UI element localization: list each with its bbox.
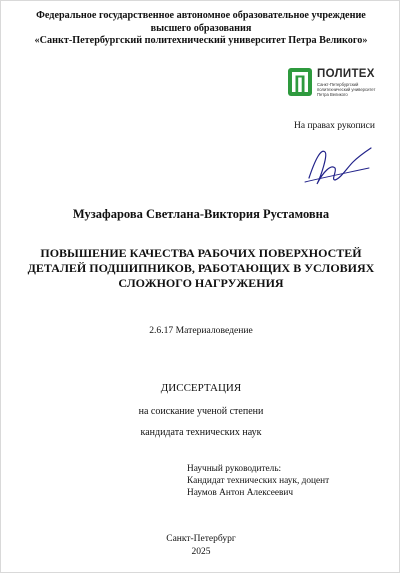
- dissertation-title: [23, 246, 379, 291]
- polytech-logo: [288, 68, 383, 100]
- supervisor-block: [187, 463, 329, 499]
- supervisor-degree: Кандидат технических наук, доцент: [187, 476, 330, 486]
- rights-note: На правах рукописи: [294, 121, 375, 131]
- city: Санкт-Петербург: [166, 534, 236, 544]
- degree-line-1: на соискание ученой степени: [138, 406, 264, 417]
- supervisor-label: Научный руководитель:: [187, 464, 282, 474]
- logo-subtitle: [317, 82, 387, 97]
- logo-name: ПОЛИТЕХ: [317, 68, 375, 80]
- title-line-2: ДЕТАЛЕЙ ПОДШИПНИКОВ, РАБОТАЮЩИХ В УСЛОВИЯХ: [27, 261, 375, 275]
- logo-subtitle-line-1: Санкт-Петербургский: [317, 82, 359, 87]
- institution-line-1: Федеральное государственное автономное образовательное учреждение: [36, 10, 366, 21]
- logo-subtitle-line-2: политехнический университет: [317, 87, 376, 92]
- author-name: Музафарова Светлана-Виктория Рустамовна: [72, 207, 330, 221]
- title-line-1: ПОВЫШЕНИЕ КАЧЕСТВА РАБОЧИХ ПОВЕРХНОСТЕЙ: [40, 246, 362, 260]
- supervisor-name: Наумов Антон Алексеевич: [187, 488, 294, 498]
- institution-line-2: высшего образования: [150, 22, 252, 34]
- document-type: ДИССЕРТАЦИЯ: [160, 382, 242, 394]
- specialty: 2.6.17 Материаловедение: [149, 325, 253, 336]
- title-line-3: СЛОЖНОГО НАГРУЖЕНИЯ: [118, 276, 284, 290]
- degree-line-2: кандидата технических наук: [140, 427, 262, 438]
- year: 2025: [191, 547, 211, 557]
- institution-header: [31, 10, 371, 48]
- institution-line-3: «Санкт-Петербургский политехнический университет Петра Великого»: [34, 35, 368, 46]
- logo-subtitle-line-3: Петра Великого: [317, 92, 348, 97]
- signature-image: [301, 138, 376, 193]
- polytech-logo-icon: [288, 68, 312, 96]
